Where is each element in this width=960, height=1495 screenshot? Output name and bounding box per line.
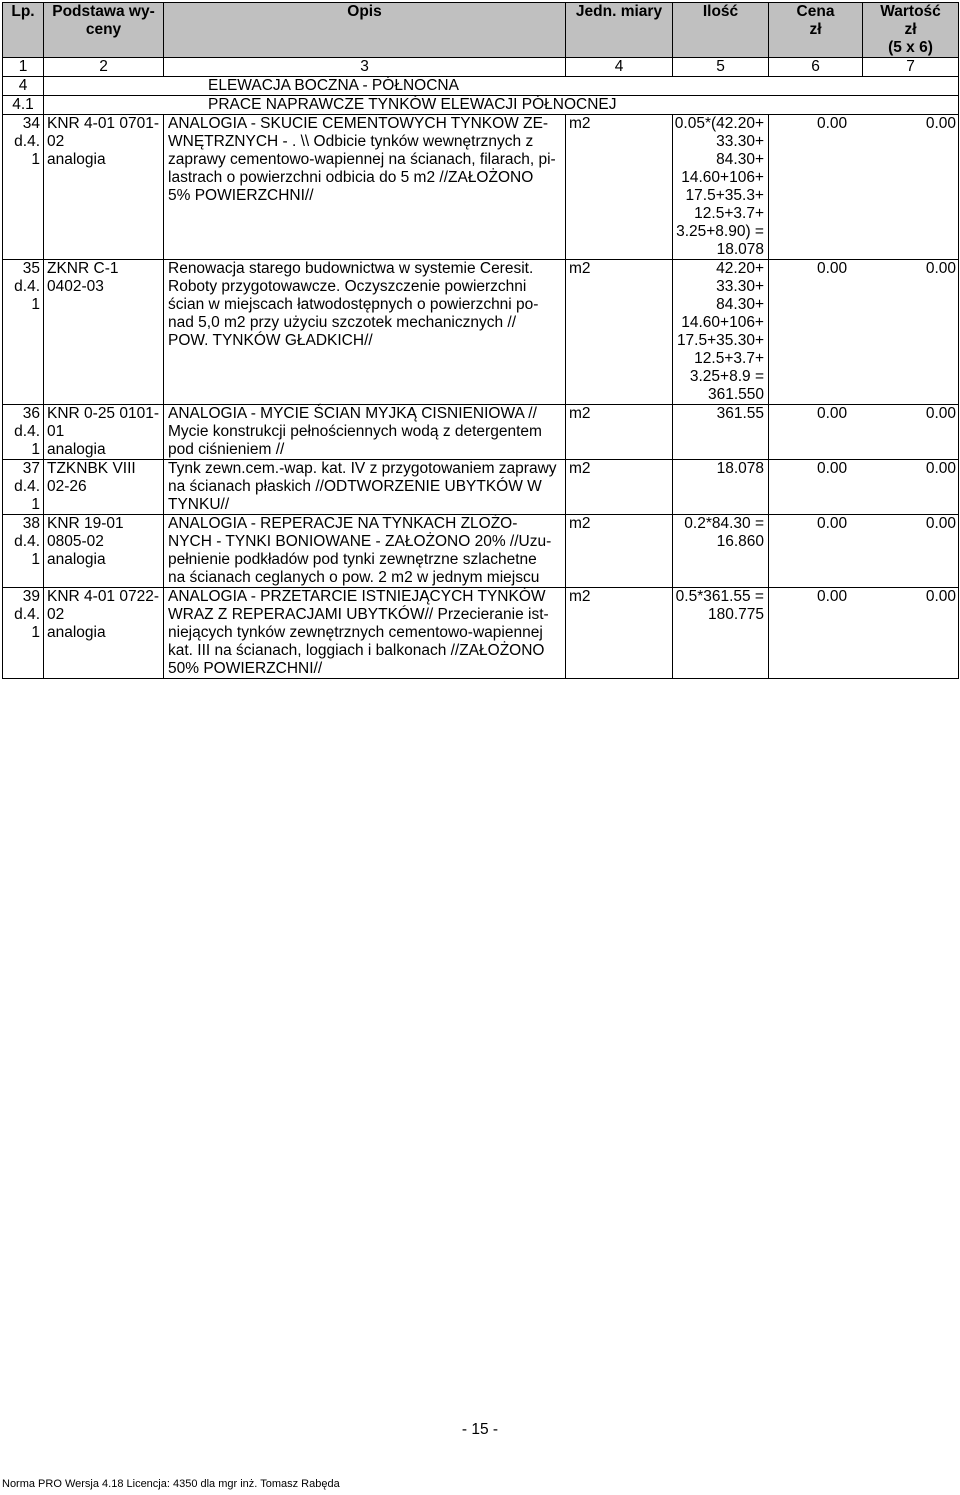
subsection-row: [3, 96, 959, 115]
position-unit: m2: [566, 115, 673, 260]
column-number: 6: [769, 58, 863, 77]
table-row: [3, 515, 959, 588]
position-price: 0.00: [817, 260, 848, 277]
position-lp: 35 d.4. 1: [3, 260, 44, 405]
position-quantity: 0.5*361.55 = 180.775: [673, 588, 769, 679]
section-row: [3, 77, 959, 96]
column-number-row: [3, 58, 959, 77]
table-header-row: [3, 3, 959, 58]
subsection-title: PRACE NAPRAWCZE TYNKÓW ELEWACJI PÓŁNOCNEJ: [44, 96, 959, 115]
position-basis: KNR 19-01 0805-02 analogia: [44, 515, 164, 588]
position-price: 0.00: [817, 115, 848, 132]
position-price: 0.00: [817, 460, 848, 477]
header-price: Cena zł: [769, 3, 863, 58]
position-description: ANALOGIA - MYCIE ŚCIAN MYJKĄ CISNIENIOWA // Mycie konstrukcji pełnościennych wodą z detergentem pod ciśnieniem //: [164, 405, 566, 460]
position-quantity: 0.2*84.30 = 16.860: [673, 515, 769, 588]
position-description: ANALOGIA - REPERACJE NA TYNKACH ZLOŻO- NYCH - TYNKI BONIOWANE - ZAŁOŻONO 20% //Uzu- pełnienie podkładów pod tynki zewnętrzne szlachetne na ścianach ceglanych o pow. 2 m2 w jednym miejscu: [164, 515, 566, 588]
table-row: [3, 260, 959, 405]
position-basis: KNR 4-01 0701- 02 analogia: [44, 115, 164, 260]
position-unit: m2: [566, 588, 673, 679]
position-unit: m2: [566, 260, 673, 405]
position-basis: KNR 4-01 0722- 02 analogia: [44, 588, 164, 679]
column-number: 7: [863, 58, 959, 77]
header-quantity: Ilość: [673, 3, 769, 58]
position-basis: ZKNR C-1 0402-03: [44, 260, 164, 405]
column-number: 2: [44, 58, 164, 77]
position-value: 0.00: [925, 515, 956, 532]
header-value: Wartość zł (5 x 6): [863, 3, 959, 58]
position-basis: KNR 0-25 0101- 01 analogia: [44, 405, 164, 460]
position-quantity: 42.20+ 33.30+ 84.30+ 14.60+106+ 17.5+35.30+ 12.5+3.7+ 3.25+8.9 = 361.550: [673, 260, 769, 405]
position-description: ANALOGIA - PRZETARCIE ISTNIEJĄCYCH TYNKÓW WRAZ Z REPERACJAMI UBYTKÓW// Przecieranie ist- niejących tynków zewnętrznych cementowo-wapiennej kat. III na ścianach, loggiach i balkonach //ZAŁOŻONO 50% POWIERZCHNI//: [164, 588, 566, 679]
position-price: 0.00: [817, 588, 848, 605]
section-title: ELEWACJA BOCZNA - PÓŁNOCNA: [44, 77, 959, 96]
page-number: - 15 -: [461, 1421, 499, 1438]
header-unit: Jedn. miary: [566, 3, 673, 58]
position-unit: m2: [566, 515, 673, 588]
position-description: Tynk zewn.cem.-wap. kat. IV z przygotowaniem zaprawy na ścianach płaskich //ODTWORZENIE UBYTKÓW W TYNKU//: [164, 460, 566, 515]
position-price-value: [769, 115, 959, 260]
column-number: 4: [566, 58, 673, 77]
position-unit: m2: [566, 405, 673, 460]
header-lp: Lp.: [3, 3, 44, 58]
position-lp: 38 d.4. 1: [3, 515, 44, 588]
header-basis: Podstawa wy- ceny: [44, 3, 164, 58]
section-number: 4: [3, 77, 44, 96]
position-lp: 36 d.4. 1: [3, 405, 44, 460]
position-value: 0.00: [925, 405, 956, 422]
cost-estimate-table: [2, 2, 959, 679]
position-price: 0.00: [817, 405, 848, 422]
position-value: 0.00: [925, 260, 956, 277]
position-price-value: [769, 515, 959, 588]
position-description: Renowacja starego budownictwa w systemie Ceresit. Roboty przygotowawcze. Oczyszczenie powierzchni ścian w miejscach łatwodostępnych o powierzchni po- nad 5,0 m2 przy użyciu szczotek mechanicznych // POW. TYNKÓW GŁADKICH//: [164, 260, 566, 405]
position-value: 0.00: [925, 460, 956, 477]
position-value: 0.00: [925, 588, 956, 605]
header-description: Opis: [164, 3, 566, 58]
position-quantity: 18.078: [673, 460, 769, 515]
table-row: [3, 460, 959, 515]
position-value: 0.00: [925, 115, 956, 132]
position-lp: 39 d.4. 1: [3, 588, 44, 679]
position-price-value: [769, 460, 959, 515]
position-basis: TZKNBK VIII 02-26: [44, 460, 164, 515]
column-number: 1: [3, 58, 44, 77]
table-row: [3, 588, 959, 679]
position-description: ANALOGIA - SKUCIE CEMENTOWYCH TYNKOW ZE- WNĘTRZNYCH - . \\ Odbicie tynków wewnętrznych z zaprawy cementowo-wapiennej na ścianach, filarach, pi- lastrach o powierzchni odbicia do 5 m2 //ZAŁOŻONO 5% POWIERZCHNI//: [164, 115, 566, 260]
column-number: 3: [164, 58, 566, 77]
position-unit: m2: [566, 460, 673, 515]
table-row: [3, 115, 959, 260]
subsection-number: 4.1: [3, 96, 44, 115]
position-price: 0.00: [817, 515, 848, 532]
position-quantity: 0.05*(42.20+ 33.30+ 84.30+ 14.60+106+ 17.5+35.3+ 12.5+3.7+ 3.25+8.90) = 18.078: [673, 115, 769, 260]
position-lp: 34 d.4. 1: [3, 115, 44, 260]
position-lp: 37 d.4. 1: [3, 460, 44, 515]
position-price-value: [769, 405, 959, 460]
column-number: 5: [673, 58, 769, 77]
footer-license: Norma PRO Wersja 4.18 Licencja: 4350 dla mgr inż. Tomasz Rabęda: [2, 1478, 340, 1490]
position-price-value: [769, 260, 959, 405]
position-price-value: [769, 588, 959, 679]
table-row: [3, 405, 959, 460]
position-quantity: 361.55: [673, 405, 769, 460]
